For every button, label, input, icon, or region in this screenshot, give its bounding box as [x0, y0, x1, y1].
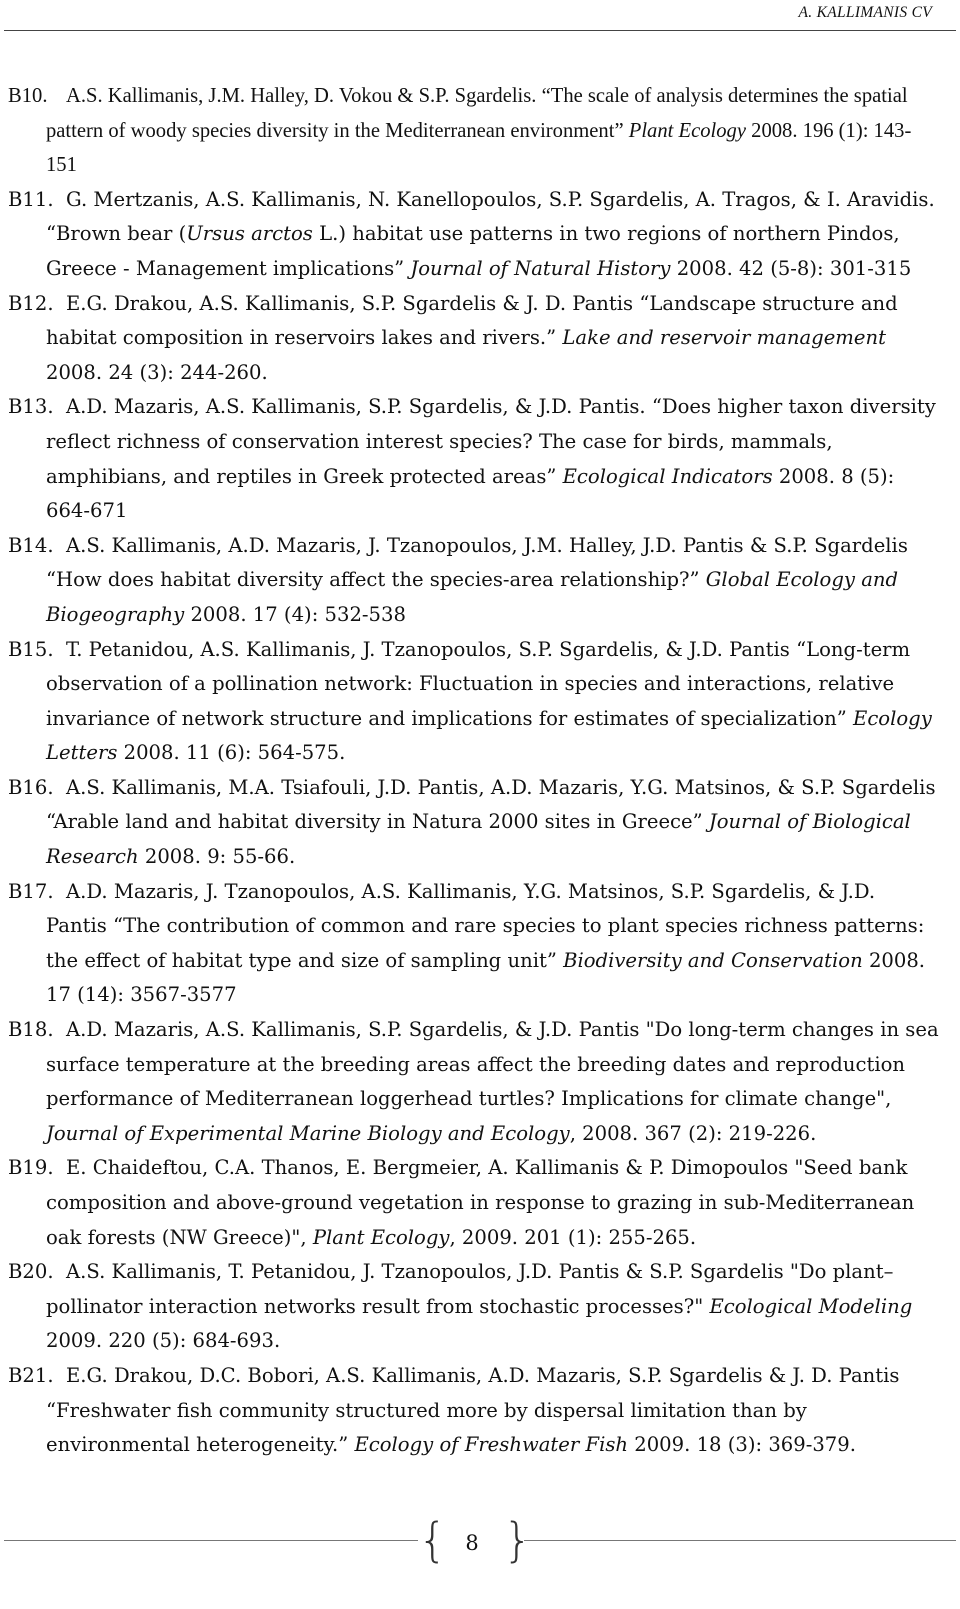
reference-item [8, 287, 942, 391]
reference-details: 2008. 9: 55-66. [144, 845, 296, 869]
reference-authors: A.S. Kallimanis, J.M. Halley, D. Vokou & S.P. Sgardelis. [66, 85, 537, 107]
reference-journal: Ecological Indicators [562, 464, 773, 488]
reference-id: B11. [8, 187, 54, 211]
reference-journal: Plant Ecology [628, 119, 746, 142]
reference-item [8, 1255, 942, 1359]
reference-journal: Ecological Modeling [709, 1294, 913, 1318]
reference-id: B17. [8, 879, 54, 903]
reference-details: 2008. 11 (6): 564-575. [123, 741, 346, 765]
reference-authors: A.D. Mazaris, A.S. Kallimanis, S.P. Sgardelis, & J.D. Pantis. [66, 395, 646, 419]
reference-id: B10. [8, 85, 48, 107]
reference-title: “The contribution of common and rare species to plant species richness patterns: the effect of habitat type and size of sampling unit” [46, 914, 925, 972]
page-footer [0, 1513, 960, 1568]
reference-id: B14. [8, 533, 54, 557]
reference-journal: Journal of Biological Research [46, 810, 911, 869]
reference-title: "Seed bank composition and above-ground vegetation in response to grazing in sub-Mediterranean oak forests (NW Greece)", [46, 1156, 915, 1249]
reference-details: 2009. 220 (5): 684-693. [46, 1329, 281, 1353]
reference-authors: A.D. Mazaris, A.S. Kallimanis, S.P. Sgardelis, & J.D. Pantis [66, 1018, 640, 1042]
header-text: A. KALLIMANIS CV [798, 4, 932, 21]
reference-title: “How does habitat diversity affect the species-area relationship?” [46, 568, 700, 592]
reference-journal: Ecology Letters [46, 706, 932, 765]
reference-item [8, 183, 942, 287]
reference-journal: Biodiversity and Conservation [563, 948, 863, 972]
reference-journal: Ecology of Freshwater Fish [354, 1433, 629, 1457]
reference-authors: A.S. Kallimanis, T. Petanidou, J. Tzanopoulos, J.D. Pantis & S.P. Sgardelis [66, 1260, 784, 1284]
reference-authors: E.G. Drakou, D.C. Bobori, A.S. Kallimanis, A.D. Mazaris, S.P. Sgardelis & J. D. Pantis [66, 1363, 900, 1387]
reference-details: 2008. 17 (14): 3567-3577 [46, 948, 926, 1007]
reference-journal: Global Ecology and Biogeography [46, 568, 899, 626]
reference-title: “Does higher taxon diversity reflect richness of conservation interest species? The case for birds, mammals, amphibians, and reptiles in Greek protected areas” [46, 395, 936, 488]
reference-item [8, 1013, 942, 1151]
reference-authors: E. Chaideftou, C.A. Thanos, E. Bergmeier, A. Kallimanis & P. Dimopoulos [66, 1156, 789, 1180]
reference-details: 2009. 18 (3): 369-379. [634, 1433, 856, 1457]
page-number: 8 [465, 1531, 479, 1555]
reference-details: , 2009. 201 (1): 255-265. [449, 1225, 697, 1249]
reference-item [8, 633, 942, 771]
running-header [0, 0, 932, 34]
reference-details: 2008. 8 (5): 664-671 [46, 464, 895, 523]
footer-rule-right [524, 1540, 956, 1541]
reference-title-post: L.) habitat use patterns in two regions of northern Pindos, Greece - Management implications” [46, 222, 900, 280]
reference-journal: Plant Ecology [312, 1225, 450, 1249]
reference-journal: Journal of Natural History [410, 256, 671, 280]
reference-id: B18. [8, 1018, 54, 1042]
reference-authors: G. Mertzanis, A.S. Kallimanis, N. Kanellopoulos, S.P. Sgardelis, A. Tragos, & I. Aravidis. [66, 187, 935, 211]
reference-item [8, 390, 942, 528]
reference-id: B12. [8, 291, 54, 315]
reference-authors: T. Petanidou, A.S. Kallimanis, J. Tzanopoulos, S.P. Sgardelis, & J.D. Pantis [66, 637, 790, 661]
footer-rule-left [4, 1540, 418, 1541]
reference-authors: E.G. Drakou, A.S. Kallimanis, S.P. Sgardelis & J. D. Pantis [66, 291, 634, 315]
reference-authors: A.S. Kallimanis, M.A. Tsiafouli, J.D. Pantis, A.D. Mazaris, Y.G. Matsinos, & S.P. Sgardelis [66, 775, 936, 799]
reference-title: “Arable land and habitat diversity in Natura 2000 sites in Greece” [46, 810, 703, 834]
reference-item [8, 529, 942, 633]
reference-id: B16. [8, 775, 54, 799]
reference-authors: A.S. Kallimanis, A.D. Mazaris, J. Tzanopoulos, J.M. Halley, J.D. Pantis & S.P. Sgardelis [66, 533, 908, 557]
reference-item [8, 1359, 942, 1463]
reference-title: “Landscape structure and habitat composition in reservoirs lakes and rivers.” [46, 291, 898, 350]
reference-journal: Journal of Experimental Marine Biology and Ecology [46, 1121, 570, 1145]
reference-id: B21. [8, 1363, 54, 1387]
reference-title-pre: “Brown bear ( [46, 222, 187, 246]
header-divider [4, 30, 956, 31]
reference-list [8, 79, 942, 1463]
reference-item [8, 771, 942, 875]
reference-item [8, 79, 942, 183]
reference-details: , 2008. 367 (2): 219-226. [569, 1121, 817, 1145]
reference-item [8, 1151, 942, 1255]
reference-details: 2008. 196 (1): 143-151 [46, 119, 912, 177]
reference-id: B15. [8, 637, 54, 661]
reference-title: “The scale of analysis determines the spatial pattern of woody species diversity in the Mediterranean environment” [46, 85, 908, 142]
reference-item [8, 875, 942, 1013]
reference-title: “Freshwater fish community structured more by dispersal limitation than by environmental heterogeneity.” [46, 1398, 807, 1457]
reference-title: “Long-term observation of a pollination network: Fluctuation in species and interactions, relative invariance of network structure and implications for estimates of specialization” [46, 637, 911, 730]
right-brace-icon: } [503, 1513, 533, 1567]
reference-authors: A.D. Mazaris, J. Tzanopoulos, A.S. Kallimanis, Y.G. Matsinos, S.P. Sgardelis, & J.D. Pantis [46, 879, 876, 938]
reference-id: B19. [8, 1156, 54, 1180]
reference-details: 2008. 24 (3): 244-260. [46, 360, 268, 384]
reference-id: B13. [8, 395, 54, 419]
left-brace-icon: { [418, 1513, 448, 1567]
reference-details: 2008. 17 (4): 532-538 [190, 602, 406, 626]
reference-journal: Lake and reservoir management [562, 326, 886, 350]
reference-details: 2008. 42 (5-8): 301-315 [676, 256, 912, 280]
reference-title: "Do plant–pollinator interaction networks result from stochastic processes?" [46, 1260, 894, 1318]
reference-title-italic: Ursus arctos [186, 222, 313, 246]
reference-title: "Do long-term changes in sea surface temperature at the breeding areas affect the breeding dates and reproduction performance of Mediterranean loggerhead turtles? Implications for climate change", [46, 1018, 939, 1111]
reference-id: B20. [8, 1260, 54, 1284]
